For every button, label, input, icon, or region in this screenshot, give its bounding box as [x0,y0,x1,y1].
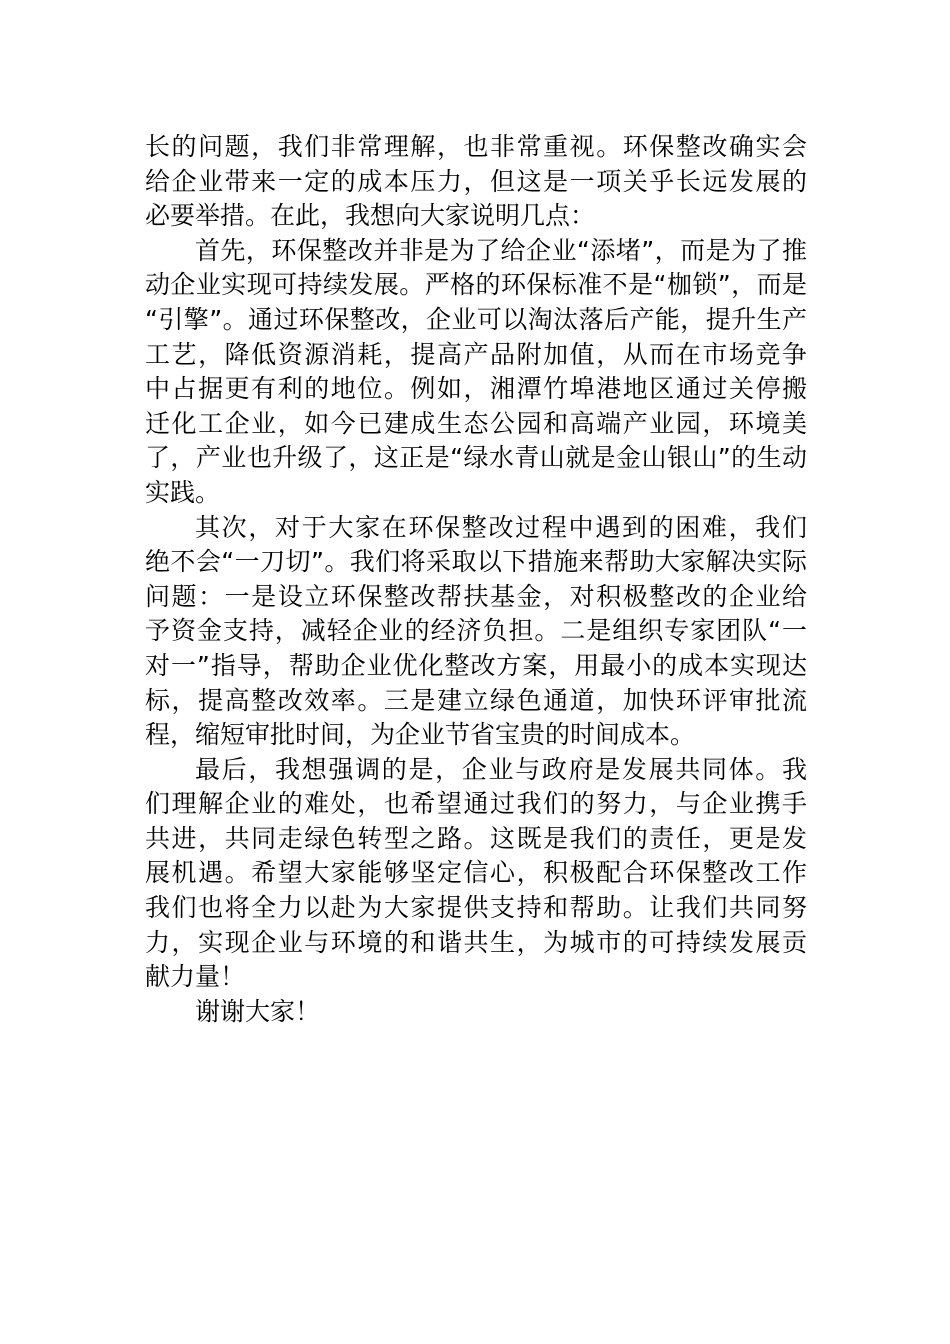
text-line: 首先，环保整改并非是为了给企业“添堵”，而是为了推 [195,235,807,265]
text-line: 们理解企业的难处，也希望通过我们的努力，与企业携手 [145,789,807,819]
text-line: 共进，共同走绿色转型之路。这既是我们的责任，更是发 [145,823,807,853]
text-line: 动企业实现可持续发展。严格的环保标准不是“枷锁”，而是 [145,270,807,300]
text-line: 绝不会“一刀切”。我们将采取以下措施来帮助大家解决实际 [145,547,807,577]
text-line: 了，产业也升级了，这正是“绿水青山就是金山银山”的生动 [145,443,807,473]
text-line: 长的问题，我们非常理解，也非常重视。环保整改确实会 [145,132,807,161]
text-line: 展机遇。希望大家能够坚定信心，积极配合环保整改工作 [145,858,807,888]
text-line: 最后，我想强调的是，企业与政府是发展共同体。我 [195,754,807,784]
text-line: 献力量！ [145,962,246,992]
text-line: 迁化工企业，如今已建成生态公园和高端产业园，环境美 [145,408,807,438]
document-body [145,130,807,1029]
text-line: 给企业带来一定的成本压力，但这是一项关乎长远发展的 [145,166,807,196]
text-line: 中占据更有利的地位。例如，湘潭竹埠港地区通过关停搬 [145,374,807,404]
text-line: “引擎”。通过环保整改，企业可以淘汰落后产能，提升生产 [145,304,807,334]
text-line: 力，实现企业与环境的和谐共生，为城市的可持续发展贡 [145,927,807,957]
text-line: 我们也将全力以赴为大家提供支持和帮助。让我们共同努 [145,893,807,923]
text-line: 对一”指导，帮助企业优化整改方案，用最小的成本实现达 [145,650,807,680]
text-line: 问题：一是设立环保整改帮扶基金，对积极整改的企业给 [145,581,807,611]
text-line: 实践。 [145,477,221,507]
text-line: 其次，对于大家在环保整改过程中遇到的困难，我们 [195,512,807,542]
text-line: 谢谢大家！ [195,996,321,1026]
text-line: 工艺，降低资源消耗，提高产品附加值，从而在市场竞争 [145,339,807,369]
text-line: 标，提高整改效率。三是建立绿色通道，加快环评审批流 [145,685,807,715]
text-line: 必要举措。在此，我想向大家说明几点： [145,201,596,231]
text-line: 程，缩短审批时间，为企业节省宝贵的时间成本。 [145,720,696,750]
text-line: 予资金支持，减轻企业的经济负担。二是组织专家团队“一 [145,616,807,646]
